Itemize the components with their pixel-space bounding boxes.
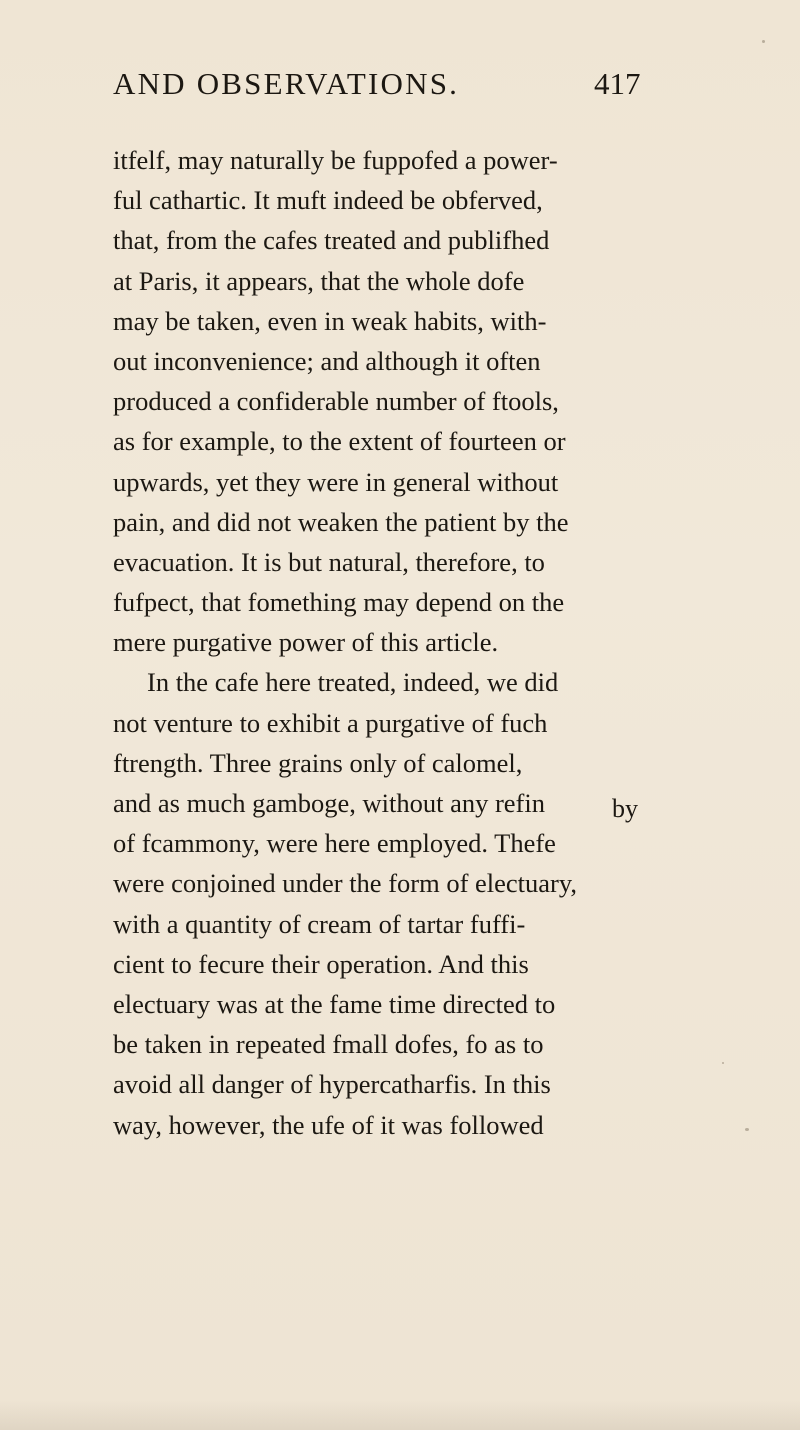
- paper-speck: [762, 40, 765, 43]
- body-text: [113, 140, 733, 1145]
- text-line: as for example, to the extent of fourteen or: [113, 426, 566, 457]
- text-line: out inconvenience; and although it often: [113, 345, 541, 376]
- text-line: avoid all danger of hypercatharfis. In this: [113, 1069, 551, 1100]
- text-line: mere purgative power of this article.: [113, 627, 499, 658]
- paragraph-start-line: In the cafe here treated, indeed, we did: [147, 667, 559, 698]
- text-line: itfelf, may naturally be fuppofed a power-: [113, 145, 558, 175]
- catchword: by: [612, 794, 638, 823]
- paper-speck: [722, 1062, 724, 1064]
- text-line: ftrength. Three grains only of calomel,: [113, 747, 523, 778]
- text-line: be taken in repeated fmall dofes, fo as to: [113, 1029, 544, 1060]
- text-line: electuary was at the fame time directed to: [113, 988, 556, 1019]
- text-line: at Paris, it appears, that the whole dofe: [113, 265, 525, 296]
- text-line: cient to fecure their operation. And this: [113, 948, 529, 979]
- text-line: may be taken, even in weak habits, with-: [113, 305, 547, 336]
- text-line: ful cathartic. It muft indeed be obferved,: [113, 185, 543, 216]
- running-title: AND OBSERVATIONS.: [113, 66, 460, 101]
- page-number: 417: [594, 66, 641, 101]
- text-line: with a quantity of cream of tartar fuffi-: [113, 908, 526, 939]
- page-edge-shadow: [0, 1400, 800, 1430]
- text-line: produced a confiderable number of ftools,: [113, 386, 559, 417]
- text-line: were conjoined under the form of electuary,: [113, 868, 578, 899]
- text-line: pain, and did not weaken the patient by the: [113, 506, 569, 537]
- text-line: that, from the cafes treated and publifhed: [113, 225, 550, 256]
- text-line: and as much gamboge, without any refin: [113, 788, 545, 818]
- paper-speck: [745, 1128, 749, 1131]
- text-line: of fcammony, were here employed. Thefe: [113, 828, 556, 859]
- page-header: [113, 66, 733, 122]
- text-line: way, however, the ufe of it was followed: [113, 1109, 544, 1140]
- text-line: upwards, yet they were in general without: [113, 466, 559, 497]
- text-line: evacuation. It is but natural, therefore, to: [113, 546, 545, 577]
- text-line: not venture to exhibit a purgative of fuch: [113, 707, 548, 738]
- text-line: fufpect, that fomething may depend on the: [113, 587, 565, 618]
